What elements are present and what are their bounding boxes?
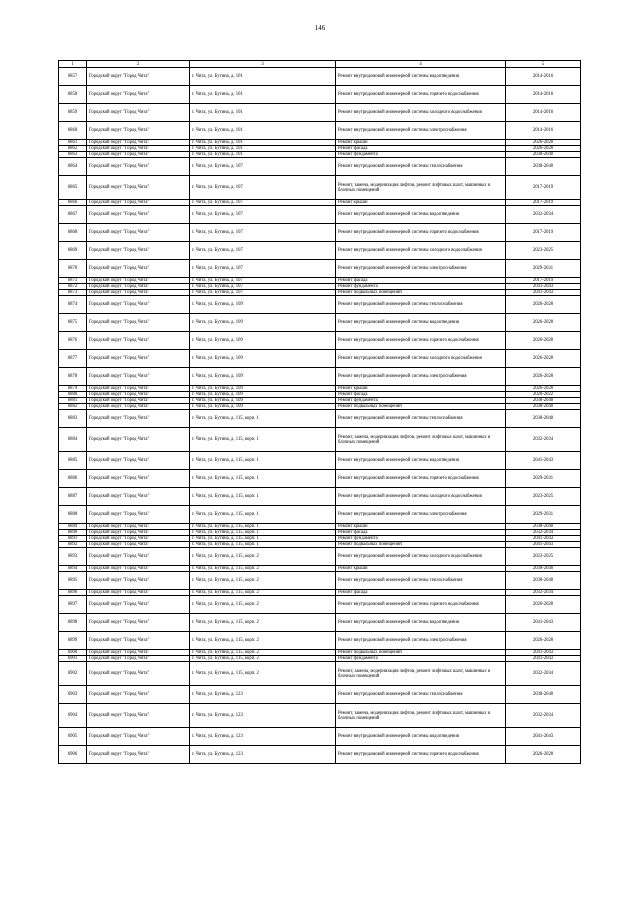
table-row [59,260,581,278]
row-number-cell: 6888 [59,506,87,524]
municipality-cell: Городской округ "Город Чита" [87,572,190,590]
table-row [59,728,581,746]
municipality-cell: Городской округ "Город Чита" [87,404,190,410]
period-cell: 2038-2040 [506,158,581,176]
address-cell: г. Чита, ул. Бутина, д. 115, корп. 2 [190,614,336,632]
address-cell: г. Чита, ул. Бутина, д. 115, корп. 2 [190,572,336,590]
municipality-cell: Городской округ "Город Чита" [87,104,190,122]
period-cell: 2041-2043 [506,728,581,746]
period-cell: 2041-2043 [506,650,581,656]
period-cell: 2017-2019 [506,278,581,284]
municipality-cell: Городской округ "Город Чита" [87,746,190,764]
period-cell: 2029-2031 [506,506,581,524]
address-cell: г. Чита, ул. Бутина, д. 115, корп. 2 [190,662,336,686]
row-number-cell: 6900 [59,650,87,656]
table-row [59,596,581,614]
period-cell: 2032-2034 [506,704,581,728]
row-number-cell: 6897 [59,596,87,614]
period-cell: 2041-2043 [506,656,581,662]
address-cell: г. Чита, ул. Бутина, д. 115, корп. 2 [190,548,336,566]
period-cell: 2032-2034 [506,590,581,596]
header-cell: 1 [59,61,87,68]
table-row [59,332,581,350]
work-type-cell: Ремонт фасада [336,392,506,398]
period-cell: 2038-2040 [506,572,581,590]
municipality-cell: Городской округ "Город Чита" [87,548,190,566]
table-header-row [59,61,581,68]
row-number-cell: 6891 [59,536,87,542]
row-number-cell: 6893 [59,548,87,566]
row-number-cell: 6903 [59,686,87,704]
municipality-cell: Городской округ "Город Чита" [87,122,190,140]
work-type-cell: Ремонт внутридомовой инженерной системы водоотведения [336,614,506,632]
row-number-cell: 6870 [59,260,87,278]
row-number-cell: 6874 [59,296,87,314]
address-cell: г. Чита, ул. Бутина, д. 115, корп. 1 [190,524,336,530]
municipality-cell: Городской округ "Город Чита" [87,146,190,152]
period-cell: 2032-2034 [506,530,581,536]
municipality-cell: Городской округ "Город Чита" [87,428,190,452]
work-type-cell: Ремонт внутридомовой инженерной системы холодного водоснабжения [336,488,506,506]
row-number-cell: 6896 [59,590,87,596]
row-number-cell: 6882 [59,404,87,410]
municipality-cell: Городской округ "Город Чита" [87,392,190,398]
period-cell: 2026-2028 [506,746,581,764]
row-number-cell: 6878 [59,368,87,386]
work-type-cell: Ремонт фундамента [336,398,506,404]
period-cell: 2026-2028 [506,146,581,152]
table-row [59,122,581,140]
address-cell: г. Чита, ул. Бутина, д. 107 [190,284,336,290]
municipality-cell: Городской округ "Город Чита" [87,224,190,242]
period-cell: 2032-2034 [506,662,581,686]
period-cell: 2026-2028 [506,632,581,650]
address-cell: г. Чита, ул. Бутина, д. 123 [190,746,336,764]
work-type-cell: Ремонт внутридомовой инженерной системы горячего водоснабжения [336,332,506,350]
table-row [59,104,581,122]
address-cell: г. Чита, ул. Бутина, д. 115, корп. 2 [190,590,336,596]
work-type-cell: Ремонт внутридомовой инженерной системы холодного водоснабжения [336,242,506,260]
row-number-cell: 6895 [59,572,87,590]
address-cell: г. Чита, ул. Бутина, д. 115, корп. 1 [190,470,336,488]
work-type-cell: Ремонт внутридомовой инженерной системы электроснабжения [336,368,506,386]
work-type-cell: Ремонт крыши [336,566,506,572]
municipality-cell: Городской округ "Город Чита" [87,410,190,428]
work-type-cell: Ремонт подвальных помещений [336,542,506,548]
address-cell: г. Чита, ул. Бутина, д. 107 [190,200,336,206]
address-cell: г. Чита, ул. Бутина, д. 107 [190,242,336,260]
municipality-cell: Городской округ "Город Чита" [87,206,190,224]
municipality-cell: Городской округ "Город Чита" [87,566,190,572]
municipality-cell: Городской округ "Город Чита" [87,530,190,536]
work-type-cell: Ремонт крыши [336,386,506,392]
table-row [59,410,581,428]
row-number-cell: 6880 [59,392,87,398]
work-type-cell: Ремонт внутридомовой инженерной системы электроснабжения [336,506,506,524]
address-cell: г. Чита, ул. Бутина, д. 109 [190,350,336,368]
work-type-cell: Ремонт внутридомовой инженерной системы водоотведения [336,728,506,746]
municipality-cell: Городской округ "Город Чита" [87,158,190,176]
period-cell: 2038-2040 [506,410,581,428]
municipality-cell: Городской округ "Город Чита" [87,242,190,260]
work-type-cell: Ремонт внутридомовой инженерной системы холодного водоснабжения [336,104,506,122]
row-number-cell: 6885 [59,452,87,470]
period-cell: 2023-2025 [506,548,581,566]
period-cell: 2014-2016 [506,86,581,104]
municipality-cell: Городской округ "Город Чита" [87,704,190,728]
row-number-cell: 6860 [59,122,87,140]
municipality-cell: Городской округ "Город Чита" [87,86,190,104]
period-cell: 2041-2043 [506,536,581,542]
period-cell: 2029-2031 [506,260,581,278]
municipality-cell: Городской округ "Город Чита" [87,488,190,506]
work-type-cell: Ремонт внутридомовой инженерной системы электроснабжения [336,122,506,140]
table-row [59,242,581,260]
municipality-cell: Городской округ "Город Чита" [87,728,190,746]
work-type-cell: Ремонт внутридомовой инженерной системы водоотведения [336,68,506,86]
address-cell: г. Чита, ул. Бутина, д. 115, корп. 2 [190,656,336,662]
work-type-cell: Ремонт фундамента [336,656,506,662]
work-type-cell: Ремонт крыши [336,200,506,206]
row-number-cell: 6879 [59,386,87,392]
row-number-cell: 6889 [59,524,87,530]
address-cell: г. Чита, ул. Бутина, д. 109 [190,386,336,392]
address-cell: г. Чита, ул. Бутина, д. 107 [190,224,336,242]
municipality-cell: Городской округ "Город Чита" [87,68,190,86]
address-cell: г. Чита, ул. Бутина, д. 109 [190,296,336,314]
work-type-cell: Ремонт фасада [336,146,506,152]
municipality-cell: Городской округ "Город Чита" [87,332,190,350]
address-cell: г. Чита, ул. Бутина, д. 115, корп. 1 [190,410,336,428]
period-cell: 2026-2028 [506,350,581,368]
address-cell: г. Чита, ул. Бутина, д. 107 [190,158,336,176]
table-row [59,428,581,452]
row-number-cell: 6902 [59,662,87,686]
table-row [59,614,581,632]
table-row [59,368,581,386]
work-type-cell: Ремонт внутридомовой инженерной системы теплоснабжения [336,296,506,314]
address-cell: г. Чита, ул. Бутина, д. 115, корп. 1 [190,536,336,542]
address-cell: г. Чита, ул. Бутина, д. 107 [190,278,336,284]
table-row [59,548,581,566]
address-cell: г. Чита, ул. Бутина, д. 123 [190,686,336,704]
work-type-cell: Ремонт внутридомовой инженерной системы электроснабжения [336,632,506,650]
row-number-cell: 6875 [59,314,87,332]
address-cell: г. Чита, ул. Бутина, д. 115, корп. 2 [190,596,336,614]
municipality-cell: Городской округ "Город Чита" [87,662,190,686]
work-type-cell: Ремонт, замена, модернизация лифтов, ремонт лифтовых шахт, машинных и блочных помещений [336,704,506,728]
period-cell: 2023-2025 [506,488,581,506]
row-number-cell: 6869 [59,242,87,260]
address-cell: г. Чита, ул. Бутина, д. 109 [190,404,336,410]
row-number-cell: 6857 [59,68,87,86]
work-type-cell: Ремонт внутридомовой инженерной системы теплоснабжения [336,410,506,428]
header-cell: 5 [506,61,581,68]
period-cell: 2014-2016 [506,104,581,122]
address-cell: г. Чита, ул. Бутина, д. 101 [190,146,336,152]
period-cell: 2017-2019 [506,200,581,206]
period-cell: 2014-2016 [506,68,581,86]
work-type-cell: Ремонт внутридомовой инженерной системы теплоснабжения [336,686,506,704]
municipality-cell: Городской округ "Город Чита" [87,290,190,296]
table-row [59,572,581,590]
address-cell: г. Чита, ул. Бутина, д. 115, корп. 1 [190,506,336,524]
period-cell: 2023-2025 [506,242,581,260]
row-number-cell: 6898 [59,614,87,632]
municipality-cell: Городской округ "Город Чита" [87,398,190,404]
period-cell: 2038-2040 [506,404,581,410]
row-number-cell: 6862 [59,146,87,152]
table-row [59,68,581,86]
work-type-cell: Ремонт фасада [336,278,506,284]
table-row [59,488,581,506]
period-cell: 2029-2031 [506,470,581,488]
work-type-cell: Ремонт фундамента [336,284,506,290]
housing-repair-table [58,60,581,764]
row-number-cell: 6859 [59,104,87,122]
table-row [59,314,581,332]
table-row [59,704,581,728]
row-number-cell: 6871 [59,278,87,284]
address-cell: г. Чита, ул. Бутина, д. 101 [190,140,336,146]
table-body [59,61,581,764]
address-cell: г. Чита, ул. Бутина, д. 109 [190,398,336,404]
period-cell: 2038-2040 [506,398,581,404]
municipality-cell: Городской округ "Город Чита" [87,260,190,278]
period-cell: 2032-2034 [506,206,581,224]
municipality-cell: Городской округ "Город Чита" [87,632,190,650]
period-cell: 2026-2028 [506,596,581,614]
address-cell: г. Чита, ул. Бутина, д. 101 [190,68,336,86]
address-cell: г. Чита, ул. Бутина, д. 107 [190,176,336,200]
row-number-cell: 6864 [59,158,87,176]
period-cell: 2038-2040 [506,152,581,158]
period-cell: 2041-2043 [506,452,581,470]
row-number-cell: 6901 [59,656,87,662]
work-type-cell: Ремонт внутридомовой инженерной системы электроснабжения [336,260,506,278]
municipality-cell: Городской округ "Город Чита" [87,368,190,386]
period-cell: 2026-2028 [506,386,581,392]
municipality-cell: Городской округ "Город Чита" [87,524,190,530]
period-cell: 2041-2043 [506,290,581,296]
work-type-cell: Ремонт внутридомовой инженерной системы горячего водоснабжения [336,86,506,104]
work-type-cell: Ремонт внутридомовой инженерной системы холодного водоснабжения [336,350,506,368]
address-cell: г. Чита, ул. Бутина, д. 123 [190,728,336,746]
work-type-cell: Ремонт, замена, модернизация лифтов, ремонт лифтовых шахт, машинных и блочных помещений [336,662,506,686]
address-cell: г. Чита, ул. Бутина, д. 109 [190,314,336,332]
table-row [59,350,581,368]
row-number-cell: 6890 [59,530,87,536]
municipality-cell: Городской округ "Город Чита" [87,350,190,368]
work-type-cell: Ремонт подвальных помещений [336,650,506,656]
work-type-cell: Ремонт фасада [336,530,506,536]
municipality-cell: Городской округ "Город Чита" [87,542,190,548]
row-number-cell: 6906 [59,746,87,764]
municipality-cell: Городской округ "Город Чита" [87,284,190,290]
row-number-cell: 6858 [59,86,87,104]
municipality-cell: Городской округ "Город Чита" [87,686,190,704]
period-cell: 2026-2028 [506,296,581,314]
work-type-cell: Ремонт внутридомовой инженерной системы водоотведения [336,452,506,470]
municipality-cell: Городской округ "Город Чита" [87,200,190,206]
work-type-cell: Ремонт внутридомовой инженерной системы теплоснабжения [336,158,506,176]
table-row [59,506,581,524]
address-cell: г. Чита, ул. Бутина, д. 123 [190,704,336,728]
address-cell: г. Чита, ул. Бутина, д. 107 [190,290,336,296]
municipality-cell: Городской округ "Город Чита" [87,140,190,146]
table-row [59,452,581,470]
period-cell: 2032-2034 [506,428,581,452]
period-cell: 2026-2028 [506,140,581,146]
address-cell: г. Чита, ул. Бутина, д. 109 [190,392,336,398]
address-cell: г. Чита, ул. Бутина, д. 101 [190,152,336,158]
period-cell: 2041-2043 [506,284,581,290]
row-number-cell: 6894 [59,566,87,572]
municipality-cell: Городской округ "Город Чита" [87,452,190,470]
municipality-cell: Городской округ "Город Чита" [87,278,190,284]
period-cell: 2026-2028 [506,332,581,350]
table-row [59,686,581,704]
table-row [59,86,581,104]
page-number: 146 [314,24,326,32]
row-number-cell: 6865 [59,176,87,200]
table-row [59,224,581,242]
row-number-cell: 6872 [59,284,87,290]
work-type-cell: Ремонт подвальных помещений [336,404,506,410]
header-cell: 4 [336,61,506,68]
address-cell: г. Чита, ул. Бутина, д. 101 [190,104,336,122]
table-row [59,158,581,176]
row-number-cell: 6905 [59,728,87,746]
work-type-cell: Ремонт фундамента [336,152,506,158]
table-row [59,206,581,224]
work-type-cell: Ремонт подвальных помещений [336,290,506,296]
work-type-cell: Ремонт, замена, модернизация лифтов, ремонт лифтовых шахт, машинных и блочных помещений [336,428,506,452]
address-cell: г. Чита, ул. Бутина, д. 115, корп. 1 [190,428,336,452]
address-cell: г. Чита, ул. Бутина, д. 115, корп. 2 [190,632,336,650]
table-row [59,176,581,200]
row-number-cell: 6886 [59,470,87,488]
work-type-cell: Ремонт внутридомовой инженерной системы холодного водоснабжения [336,548,506,566]
work-type-cell: Ремонт внутридомовой инженерной системы горячего водоснабжения [336,224,506,242]
row-number-cell: 6892 [59,542,87,548]
row-number-cell: 6866 [59,200,87,206]
work-type-cell: Ремонт внутридомовой инженерной системы водоотведения [336,314,506,332]
work-type-cell: Ремонт внутридомовой инженерной системы горячего водоснабжения [336,746,506,764]
table-row [59,470,581,488]
work-type-cell: Ремонт фасада [336,590,506,596]
period-cell: 2020-2022 [506,392,581,398]
address-cell: г. Чита, ул. Бутина, д. 115, корп. 1 [190,530,336,536]
row-number-cell: 6904 [59,704,87,728]
row-number-cell: 6863 [59,152,87,158]
row-number-cell: 6899 [59,632,87,650]
municipality-cell: Городской округ "Город Чита" [87,650,190,656]
municipality-cell: Городской округ "Город Чита" [87,536,190,542]
row-number-cell: 6861 [59,140,87,146]
row-number-cell: 6881 [59,398,87,404]
municipality-cell: Городской округ "Город Чита" [87,470,190,488]
row-number-cell: 6887 [59,488,87,506]
work-type-cell: Ремонт внутридомовой инженерной системы теплоснабжения [336,572,506,590]
address-cell: г. Чита, ул. Бутина, д. 101 [190,122,336,140]
address-cell: г. Чита, ул. Бутина, д. 109 [190,368,336,386]
work-type-cell: Ремонт, замена, модернизация лифтов, ремонт лифтовых шахт, машинных и блочных помещений [336,176,506,200]
period-cell: 2038-2040 [506,566,581,572]
row-number-cell: 6876 [59,332,87,350]
period-cell: 2041-2043 [506,542,581,548]
row-number-cell: 6868 [59,224,87,242]
period-cell: 2038-2040 [506,524,581,530]
period-cell: 2014-2016 [506,122,581,140]
work-type-cell: Ремонт крыши [336,140,506,146]
period-cell: 2041-2043 [506,614,581,632]
row-number-cell: 6883 [59,410,87,428]
work-type-cell: Ремонт внутридомовой инженерной системы водоотведения [336,206,506,224]
header-cell: 3 [190,61,336,68]
municipality-cell: Городской округ "Город Чита" [87,614,190,632]
address-cell: г. Чита, ул. Бутина, д. 107 [190,260,336,278]
municipality-cell: Городской округ "Город Чита" [87,656,190,662]
header-cell: 2 [87,61,190,68]
municipality-cell: Городской округ "Город Чита" [87,296,190,314]
row-number-cell: 6884 [59,428,87,452]
period-cell: 2026-2028 [506,314,581,332]
address-cell: г. Чита, ул. Бутина, д. 115, корп. 2 [190,566,336,572]
address-cell: г. Чита, ул. Бутина, д. 115, корп. 2 [190,650,336,656]
row-number-cell: 6877 [59,350,87,368]
period-cell: 2038-2040 [506,686,581,704]
row-number-cell: 6873 [59,290,87,296]
row-number-cell: 6867 [59,206,87,224]
period-cell: 2017-2019 [506,224,581,242]
address-cell: г. Чита, ул. Бутина, д. 115, корп. 1 [190,542,336,548]
table-row [59,746,581,764]
work-type-cell: Ремонт фундамента [336,536,506,542]
address-cell: г. Чита, ул. Бутина, д. 115, корп. 1 [190,452,336,470]
period-cell: 2026-2028 [506,368,581,386]
municipality-cell: Городской округ "Город Чита" [87,596,190,614]
municipality-cell: Городской округ "Город Чита" [87,590,190,596]
municipality-cell: Городской округ "Город Чита" [87,314,190,332]
work-type-cell: Ремонт внутридомовой инженерной системы горячего водоснабжения [336,596,506,614]
work-type-cell: Ремонт крыши [336,524,506,530]
table-row [59,296,581,314]
municipality-cell: Городской округ "Город Чита" [87,386,190,392]
table-row [59,662,581,686]
period-cell: 2017-2019 [506,176,581,200]
table-row [59,632,581,650]
address-cell: г. Чита, ул. Бутина, д. 115, корп. 1 [190,488,336,506]
work-type-cell: Ремонт внутридомовой инженерной системы горячего водоснабжения [336,470,506,488]
address-cell: г. Чита, ул. Бутина, д. 107 [190,206,336,224]
municipality-cell: Городской округ "Город Чита" [87,152,190,158]
municipality-cell: Городской округ "Город Чита" [87,176,190,200]
address-cell: г. Чита, ул. Бутина, д. 101 [190,86,336,104]
address-cell: г. Чита, ул. Бутина, д. 109 [190,332,336,350]
municipality-cell: Городской округ "Город Чита" [87,506,190,524]
